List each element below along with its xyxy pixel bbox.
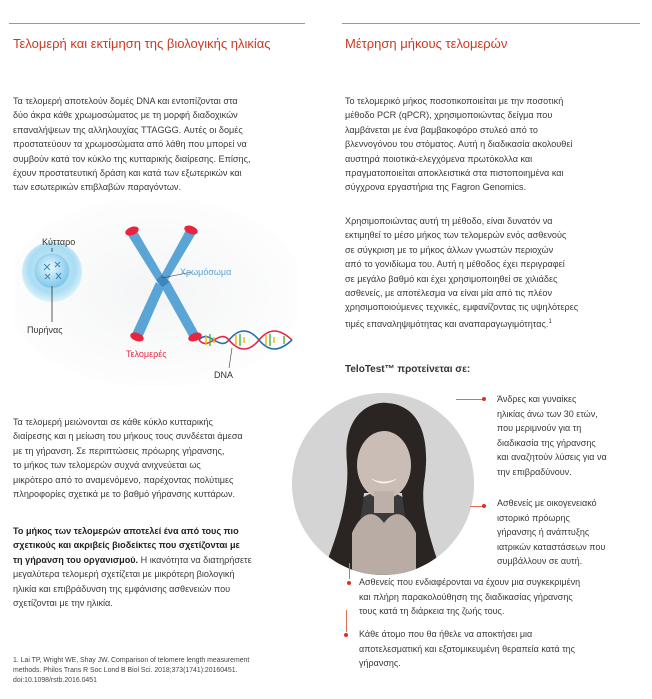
method-paragraph: Το τελομερικό μήκος ποσοτικοποιείται με την ποσοτική μέθοδο PCR (qPCR), χρησιμοποιώντας δείγμα που λαμβάνεται με ένα βαμβακοφόρο στυλεό από το βλεννογόνου του στόματος. Αυτή η διαδικασία ακολουθεί αυστηρά ποιοτικά-ελεγχόμενα πρωτόκολλα και πραγματοποιείται αποκλειστικά στα πιστοποιημένα και σύγχρονα εργαστήρια της Fagron Genomics. <box>345 96 573 193</box>
telomeres-label: Τελομερές <box>126 349 167 359</box>
cell-label: Κύτταρο <box>42 237 76 247</box>
bullet-item-2: Ασθενείς με οικογενειακό ιστορικό πρόωρης γήρανσης ή ανάπτυξης ιατρικών καταστάσεων που συμβάλλουν σε αυτή. <box>497 498 606 567</box>
method-detail-paragraph: Χρησιμοποιώντας αυτή τη μέθοδο, είναι δυνατόν να εκτιμηθεί το μέσο μήκος των τελομερών ενός ασθενούς σε σύγκριση με το μήκος άλλων γνωστών περιοχών από το γονιδίωμα του. Αυτή η μέθοδος έχει περιγραφεί σε μεγάλο βαθμό και έχει χρησιμοποιηθεί σε χιλιάδες ασθενείς, με αποτέλεσμα να είναι μία από τις πλέον χρησιμοποιούμενες τεχνικές, εμφανίζοντας τις υψηλότερες τιμές επαναληψιμότητας και αναπαραγωγιμότητας.$^1$ <box>345 216 579 329</box>
bullet-connector-1 <box>456 399 484 400</box>
bullet-dot-3 <box>347 581 351 585</box>
footnote: 1. Lai TP, Wright WE, Shay JW. Comparison of telomere length measurement methods. Philos Trans R Soc Lond B Biol Sci. 2018;373(1741):20160451. doi:10.1098/rstb.2016.0451 <box>13 657 250 684</box>
bullet-item-3: Ασθενείς που ενδιαφέρονται να έχουν μια συγκεκριμένη και πλήρη παρακολούθηση της διαδικασίας γήρανσης τους κατά τη διάρκεια της ζωής τους. <box>359 577 581 617</box>
right-heading: Μέτρηση μήκους τελομερών <box>345 36 508 51</box>
chromosome-label: Χρωμόσωμα <box>180 267 232 277</box>
biomarker-paragraph: Το μήκος των τελομερών αποτελεί ένα από τους πιο σχετικούς και ακριβείς βιοδείκτες που σχετίζονται με τη γήρανση του οργανισμού. Η ικανότητα να διατηρήσετε μεγαλύτερα τελομερή σχετίζεται με μικρότερη βιολογική ηλικία και επιβράδυνση της εμφάνισης ασθενειών που σχετίζονται με την ηλικία. <box>13 526 252 609</box>
bullet-item-1: Άνδρες και γυναίκες ηλικίας άνω των 30 ετών, που μεριμνούν για τη διαδικασία της γήρανσης και αναζητούν λύσεις για να την επιβραδύνουν. <box>497 394 607 477</box>
right-top-rule <box>342 23 640 24</box>
bullet-dot-2 <box>482 504 486 508</box>
woman-portrait-image <box>292 393 474 575</box>
bullet-item-4: Κάθε άτομο που θα ήθελε να αποκτήσει μια αποτελεσματική και εξατομικευμένη θεραπεία κατά της γήρανσης. <box>359 629 575 669</box>
nucleus-label: Πυρήνας <box>27 325 63 335</box>
aging-paragraph: Τα τελομερή μειώνονται σε κάθε κύκλο κυτταρικής διαίρεσης και η μείωση του μήκους τους συνδέεται άμεσα με τη γήρανση. Σε περιπτώσεις πρόωρης γήρανσης, το μήκος των τελομερών συχνά ανιχνεύεται ως μικρότερο από το αναμενόμενο, παρέχοντας πολύτιμες πληροφορίες σχετικά με το βαθμό γήρανσης κυττάρων. <box>13 417 243 500</box>
telomere-diagram <box>14 200 298 386</box>
dna-label: DNA <box>214 370 234 380</box>
left-heading: Τελομερή και εκτίμηση της βιολογικής ηλικίας <box>13 36 271 51</box>
bullet-dot-4 <box>344 633 348 637</box>
intro-paragraph: Τα τελομερή αποτελούν δομές DNA και εντοπίζονται στα δύο άκρα κάθε χρωμοσώματος με τη μορφή διαδοχικών επαναλήψεων της αλληλουχίας TTAGGG. Αυτές οι δομές προστατεύουν τα χρωμοσώματα από λάθη που μπορεί να συμβούν κατά τον κύκλο της κυτταρικής διαίρεσης. Επίσης, έχουν προστατευτική δράση και κατά των εξωτερικών και των εσωτερικών επιβλαβών παραγόντων. <box>13 96 251 193</box>
bullet-dot-1 <box>482 397 486 401</box>
bullet-connector-4 <box>346 610 347 632</box>
telotest-subheading: TeloTest™ προτείνεται σε: <box>345 364 471 375</box>
left-top-rule <box>9 23 305 24</box>
bullet-connector-3 <box>349 563 350 579</box>
